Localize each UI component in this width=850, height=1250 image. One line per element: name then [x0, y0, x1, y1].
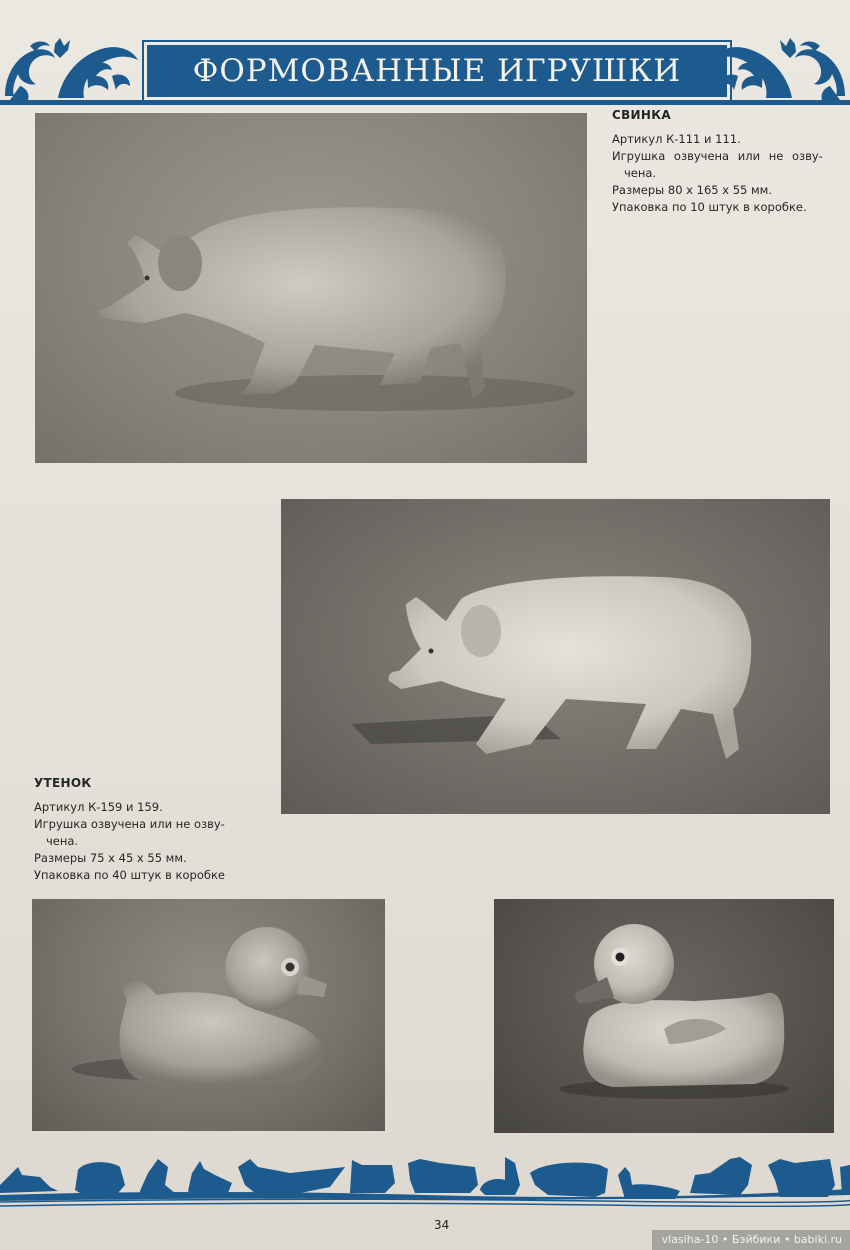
duckling-toy-icon — [32, 899, 385, 1131]
page-header — [0, 36, 850, 106]
page-title: ФОРМОВАННЫЕ ИГРУШКИ — [192, 53, 682, 89]
animal-silhouettes-icon — [0, 1145, 850, 1207]
page-number: 34 — [434, 1218, 450, 1232]
product-description-pig — [612, 107, 842, 216]
sound-info-cont: чена. — [46, 834, 79, 848]
packing-info: Упаковка по 40 штук в коробке — [34, 868, 225, 882]
article-number: Артикул К-111 и 111. — [612, 132, 741, 146]
photo-pig-1 — [35, 113, 587, 463]
sound-info-cont: чена. — [624, 166, 657, 180]
packing-info: Упаковка по 10 штук в коробке. — [612, 200, 807, 214]
dimensions: Размеры 75 x 45 x 55 мм. — [34, 851, 187, 865]
duckling-toy-icon — [494, 899, 834, 1133]
photo-duckling-1 — [32, 899, 385, 1131]
sound-info: Игрушка озвучена или не озву- — [612, 149, 823, 163]
floral-ornament-right-icon — [705, 36, 850, 104]
animal-silhouette-border — [0, 1145, 850, 1207]
header-rule — [0, 102, 850, 105]
watermark: vlasiha-10 • Бэйбики • babiki.ru — [652, 1230, 850, 1250]
pig-toy-icon — [35, 113, 587, 463]
dimensions: Размеры 80 x 165 x 55 мм. — [612, 183, 772, 197]
product-name: СВИНКА — [612, 108, 671, 122]
floral-ornament-left-icon — [0, 36, 145, 104]
photo-duckling-2 — [494, 899, 834, 1133]
photo-pig-2 — [281, 499, 830, 814]
pig-toy-icon — [281, 499, 830, 814]
product-name: УТЕНОК — [34, 776, 92, 790]
product-description-duckling — [34, 775, 264, 884]
title-banner — [142, 40, 732, 102]
article-number: Артикул К-159 и 159. — [34, 800, 163, 814]
sound-info: Игрушка озвучена или не озву- — [34, 817, 225, 831]
